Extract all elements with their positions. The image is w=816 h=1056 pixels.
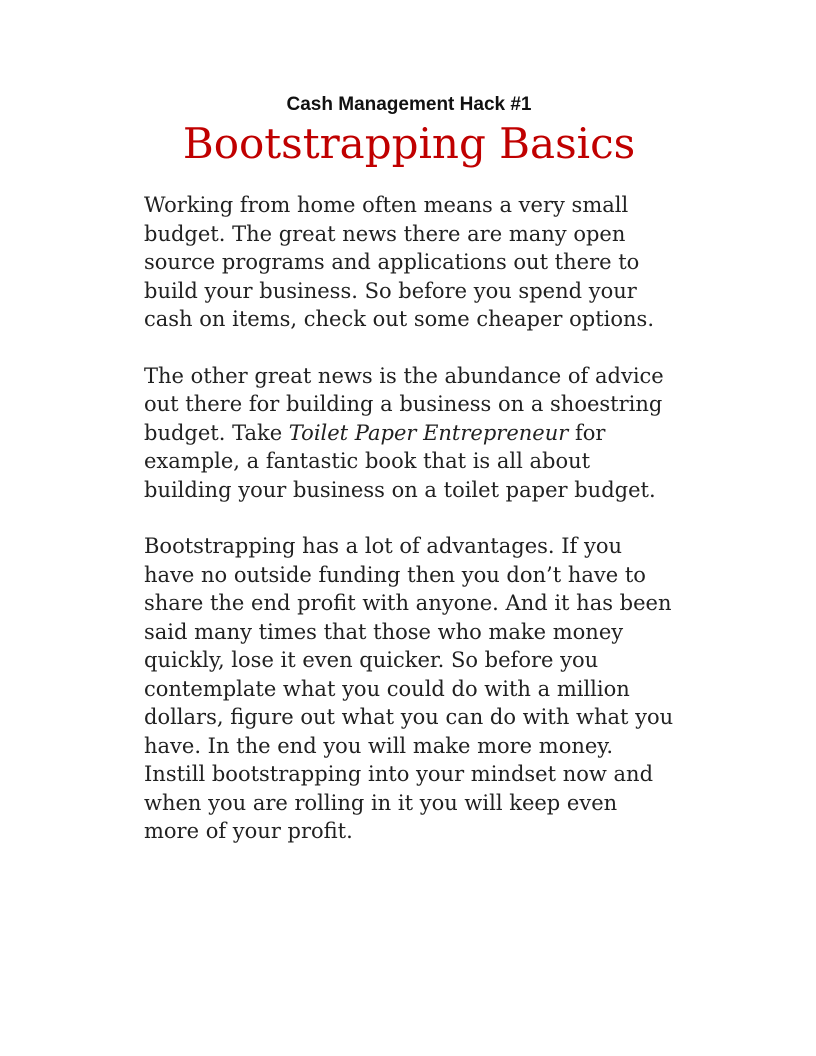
page-title: Bootstrapping Basics — [182, 118, 636, 168]
paragraph-2-text-after: for example, a fantastic book that is all about building your business on a toilet paper budget. — [144, 420, 656, 502]
body-text — [144, 191, 674, 846]
paragraph-2-text-before: The other great news is the abundance of advice out there for building a business on a shoestring budget. Take — [144, 363, 664, 445]
paragraph-3-text: Bootstrapping has a lot of advantages. If you have no outside funding then you don’t have to share the end profit with anyone. And it has been said many times that those who make money quickly, lose it even quicker. So before you contemplate what you could do with a million dollars, figure out what you can do with what you have. In the end you will make more money. Instill bootstrapping into your mindset now and when you are rolling in it you will keep even more of your profit. — [144, 534, 674, 844]
paragraph-3 — [144, 532, 676, 846]
kicker-heading: Cash Management Hack #1 — [286, 94, 532, 115]
paragraph-2 — [144, 362, 676, 505]
book-title-italic: Toilet Paper Entrepreneur — [288, 420, 569, 445]
paragraph-1 — [144, 191, 676, 334]
paragraph-1-text: Working from home often means a very small budget. The great news there are many open source programs and applications out there to build your business. So before you spend your cash on items, check out some cheaper options. — [144, 193, 654, 332]
